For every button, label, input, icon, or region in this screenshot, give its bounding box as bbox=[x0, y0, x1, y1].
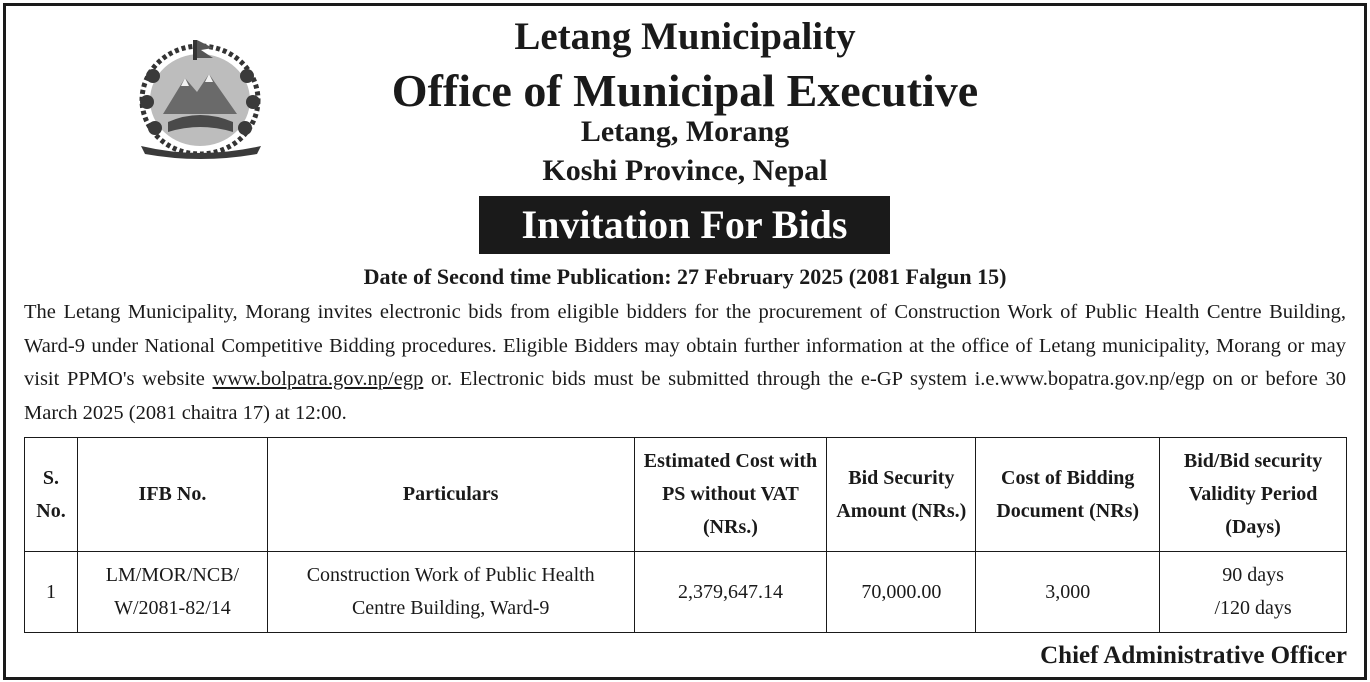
office-province: Koshi Province, Nepal bbox=[542, 154, 828, 187]
ifb-no-line-2: W/2081-82/14 bbox=[114, 597, 231, 619]
notice-body-text-1: The Letang Municipality, Morang invites electronic bids from eligible bidders for the procurement of Construction Work of Public Health Centre Building, Ward-9 under National Competitive Bidding procedures. Eligible Bidders may obtain further information at the office of Letang municipality, Morang or may visit PPMO's website bbox=[24, 301, 1346, 390]
cell-ifb-no bbox=[77, 552, 267, 633]
cell-estimated-cost: 2,379,647.14 bbox=[634, 552, 827, 633]
cell-particulars bbox=[267, 552, 634, 633]
cell-sno: 1 bbox=[25, 552, 78, 633]
particulars-line-1: Construction Work of Public Health bbox=[306, 564, 595, 586]
office-name: Office of Municipal Executive bbox=[391, 65, 979, 116]
validity-line-2: /120 days bbox=[1214, 597, 1292, 619]
office-location: Letang, Morang bbox=[580, 115, 790, 148]
publication-date: Date of Second time Publication: 27 February 2025 (2081 Falgun 15) bbox=[363, 264, 1007, 289]
header-particulars: Particulars bbox=[267, 438, 634, 552]
ifb-no-line-1: LM/MOR/NCB/ bbox=[105, 564, 240, 586]
header-sno: S. No. bbox=[25, 438, 78, 552]
cell-cost-of-document: 3,000 bbox=[976, 552, 1160, 633]
header-estimated-cost: Estimated Cost with PS without VAT (NRs.) bbox=[634, 438, 827, 552]
header-ifb-no: IFB No. bbox=[77, 438, 267, 552]
cell-validity-period bbox=[1160, 552, 1347, 633]
particulars-line-2: Centre Building, Ward-9 bbox=[351, 597, 550, 619]
bolpatra-link[interactable]: www.bolpatra.gov.np/egp bbox=[212, 368, 424, 390]
notice-title-banner: Invitation For Bids bbox=[479, 196, 890, 254]
notice-body-text-2: or. Electronic bids must be submitted through the e-GP system i.e.www.bopatra.gov.np/egp on or before 30 March 2025 (2081 chaitra 17) at 12:00. bbox=[24, 368, 1346, 424]
bids-table bbox=[24, 437, 1347, 633]
header-cost-of-document: Cost of Bidding Document (NRs) bbox=[976, 438, 1160, 552]
header-validity-period: Bid/Bid security Validity Period (Days) bbox=[1160, 438, 1347, 552]
notice-body bbox=[24, 296, 1346, 430]
table-row bbox=[25, 552, 1347, 633]
cell-bid-security: 70,000.00 bbox=[827, 552, 976, 633]
validity-line-1: 90 days bbox=[1222, 564, 1284, 586]
municipality-name: Letang Municipality bbox=[514, 15, 856, 58]
signatory-title: Chief Administrative Officer bbox=[1040, 642, 1347, 669]
header-bid-security: Bid Security Amount (NRs.) bbox=[827, 438, 976, 552]
table-header-row bbox=[25, 438, 1347, 552]
